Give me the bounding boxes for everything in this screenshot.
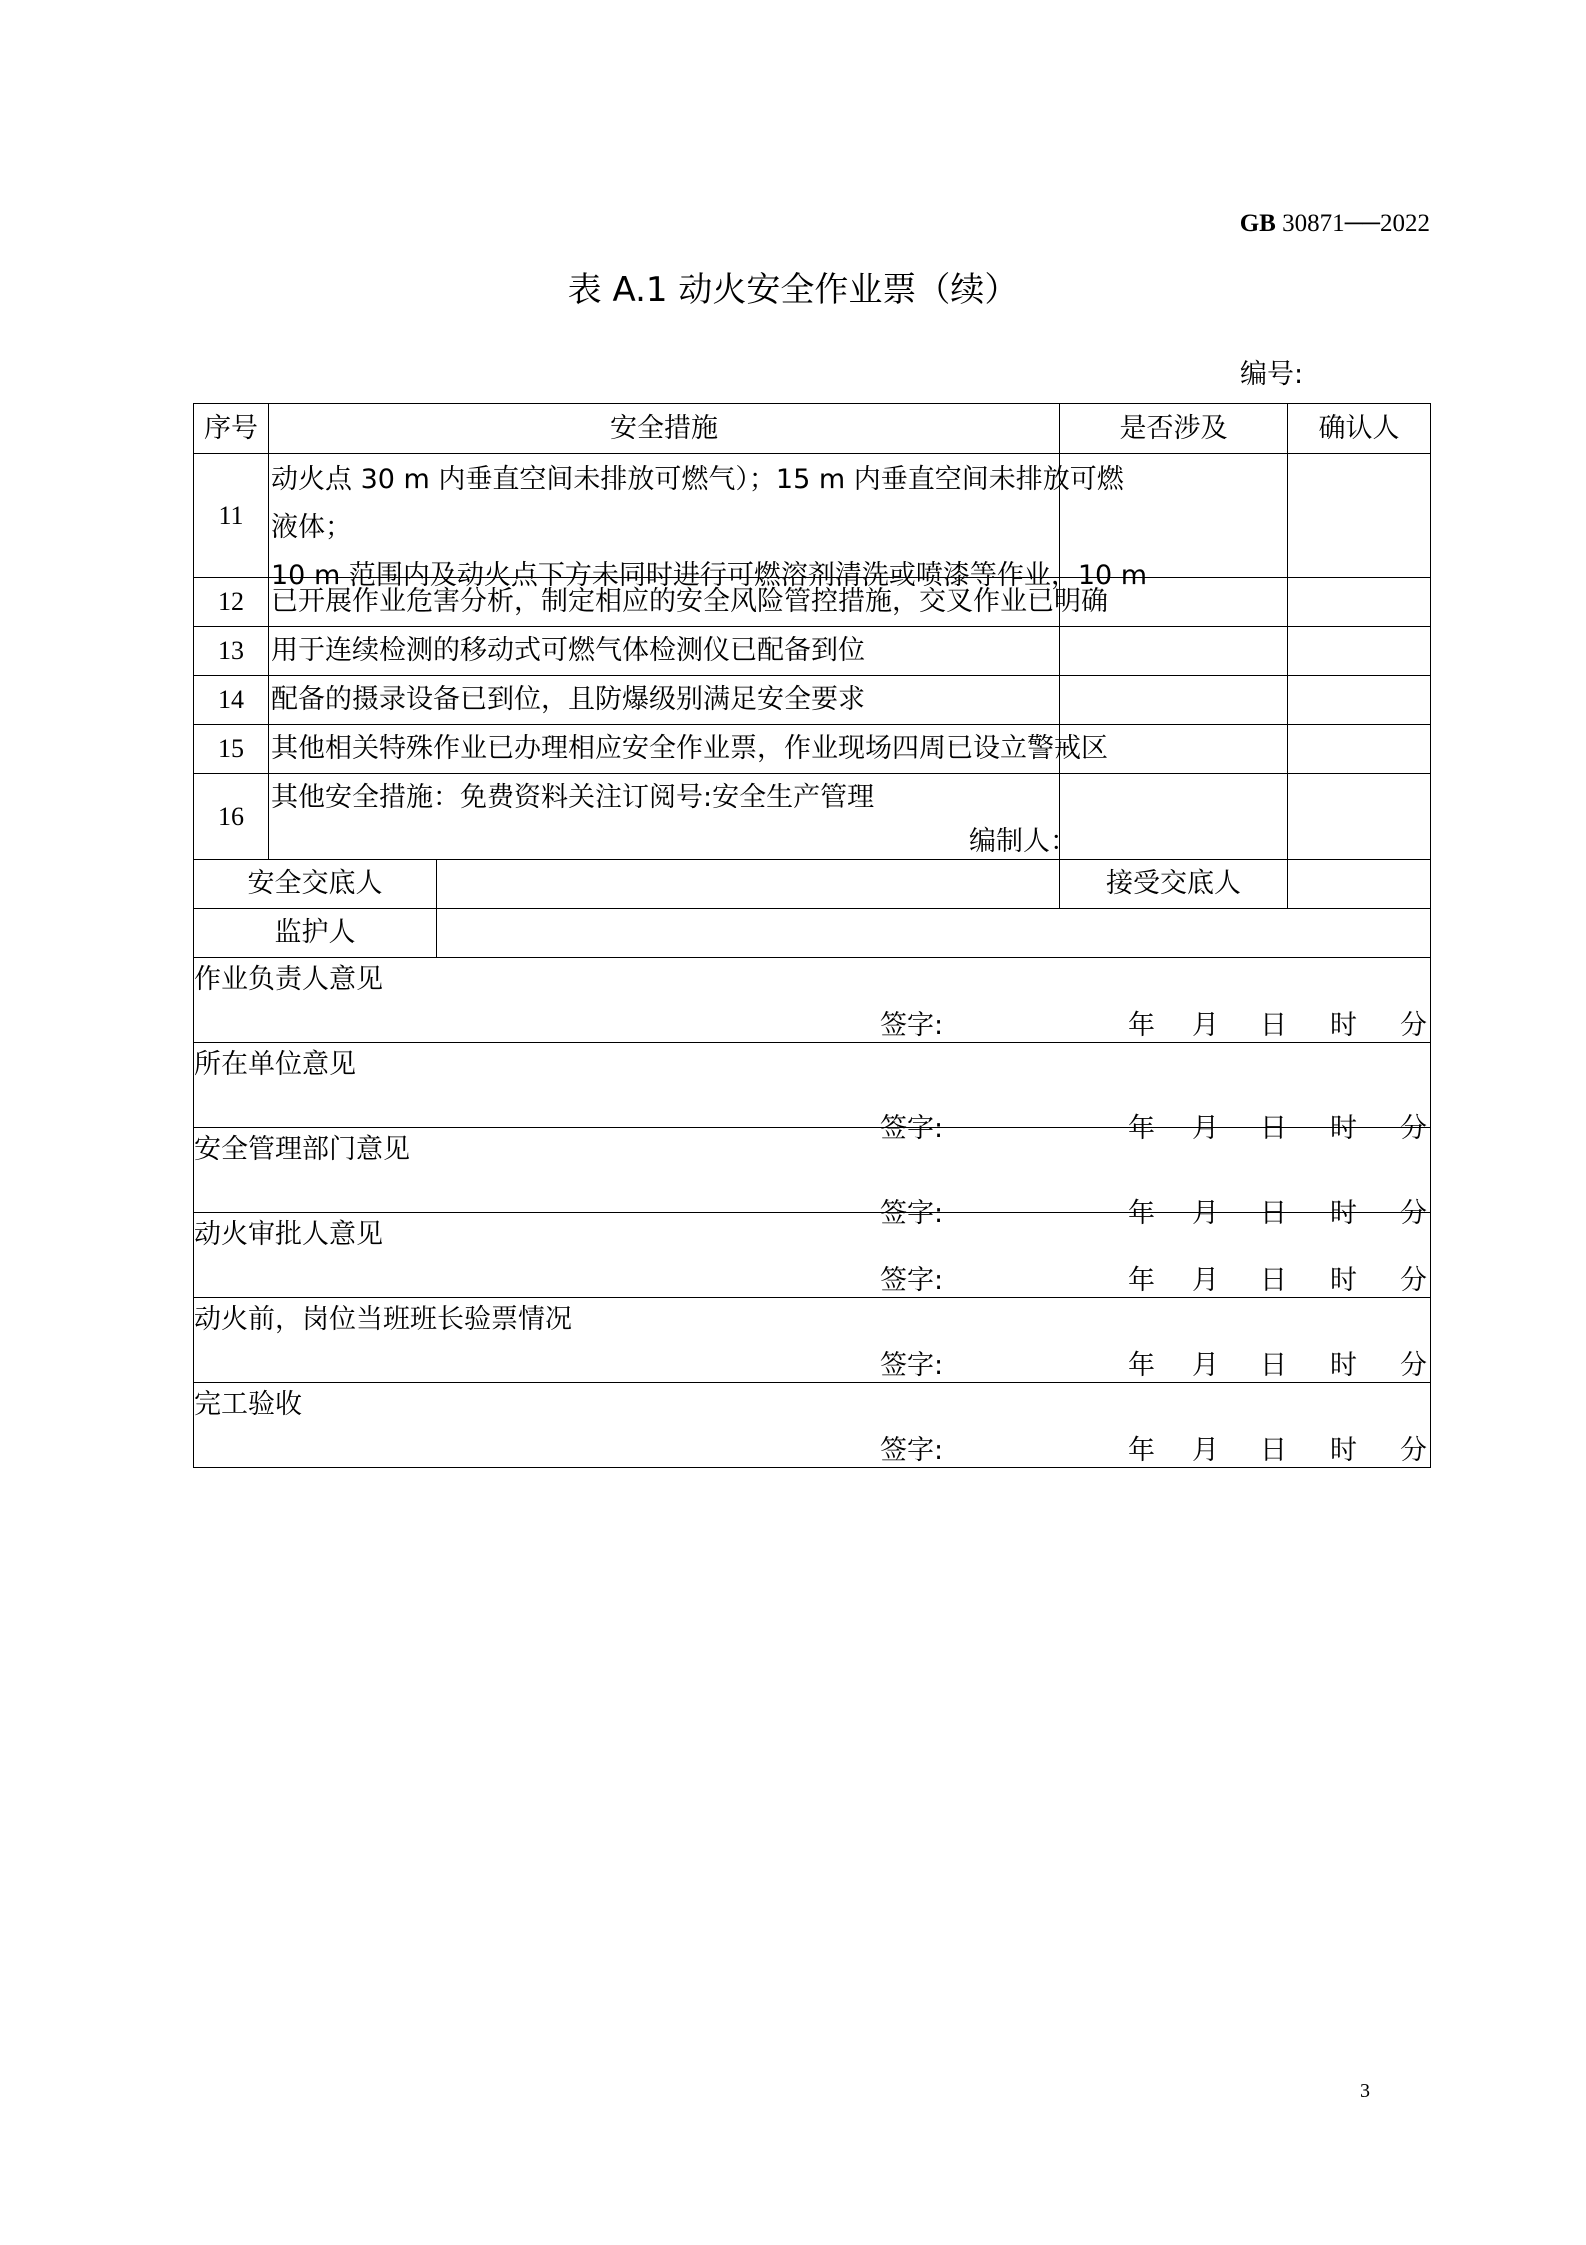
discloser-label: 安全交底人 [194,860,437,909]
day-label: 日 [1260,1265,1287,1296]
author-label: 编制人： [969,826,1077,857]
involved-cell[interactable] [1060,627,1288,676]
table-header-row [194,404,1431,454]
table-row [194,774,1431,860]
signature-label: 签字: [880,1350,944,1381]
signature-label: 签字: [880,1435,944,1466]
header-confirmer: 确认人 [1288,404,1431,454]
serial-number-label: 编号: [1240,359,1304,390]
opinion-label: 安全管理部门意见 [194,1134,410,1165]
guardian-row [194,909,1431,958]
confirmer-cell[interactable] [1288,774,1431,860]
table-row [194,627,1431,676]
month-label: 月 [1192,1113,1219,1144]
opinion-cell[interactable] [194,1298,1431,1383]
month-label: 月 [1192,1265,1219,1296]
opinion-label: 作业负责人意见 [194,964,383,995]
measure-cell: 已开展作业危害分析，制定相应的安全风险管控措施，交叉作业已明确 [269,578,1060,627]
guardian-label: 监护人 [194,909,437,958]
signature-label: 签字: [880,1113,944,1144]
month-label: 月 [1192,1198,1219,1229]
year-label: 年 [1128,1198,1155,1229]
row-number: 14 [194,676,269,725]
header-measures: 安全措施 [269,404,1060,454]
measure-line: 其他安全措施：免费资料关注订阅号:安全生产管理 [271,782,875,813]
measure-cell [269,774,1077,860]
row-number: 16 [194,774,269,860]
day-label: 日 [1260,1198,1287,1229]
opinion-row [194,958,1431,1043]
measure-cell: 其他相关特殊作业已办理相应安全作业票，作业现场四周已设立警戒区 [269,725,1060,774]
row-number: 13 [194,627,269,676]
month-label: 月 [1192,1435,1219,1466]
minute-label: 分 [1400,1010,1427,1041]
opinion-cell[interactable] [194,1043,1431,1144]
opinion-label: 所在单位意见 [194,1049,356,1080]
discloser-field[interactable] [437,860,1060,909]
header-no: 序号 [194,404,269,454]
month-label: 月 [1192,1010,1219,1041]
minute-label: 分 [1400,1198,1427,1229]
table-row [194,676,1431,725]
page-title: 表 A.1 动火安全作业票（续） [567,270,1019,310]
measure-cell: 用于连续检测的移动式可燃气体检测仪已配备到位 [269,627,1060,676]
hour-label: 时 [1330,1350,1357,1381]
measure-cell [269,454,1148,591]
opinion-cell[interactable] [194,1213,1431,1298]
confirmer-cell[interactable] [1288,454,1431,578]
hour-label: 时 [1330,1113,1357,1144]
page-number: 3 [1360,2080,1370,2102]
guardian-field[interactable] [437,909,1431,958]
table-row [194,725,1431,774]
opinion-label: 完工验收 [194,1389,302,1420]
table-row [194,578,1431,627]
day-label: 日 [1260,1010,1287,1041]
opinion-cell[interactable] [194,1128,1431,1229]
measure-line: 10 m 范围内及动火点下方未同时进行可燃溶剂清洗或喷漆等作业，10 m [271,559,1148,591]
signature-label: 签字: [880,1198,944,1229]
year-label: 年 [1128,1350,1155,1381]
year-label: 年 [1128,1010,1155,1041]
confirmer-cell[interactable] [1288,725,1431,774]
opinion-row [194,1298,1431,1383]
minute-label: 分 [1400,1350,1427,1381]
opinion-row [194,1043,1431,1128]
signature-label: 签字: [880,1265,944,1296]
year-label: 年 [1128,1113,1155,1144]
opinion-row [194,1128,1431,1213]
table-row [194,454,1431,578]
row-number: 11 [194,454,269,578]
header-involved: 是否涉及 [1060,404,1288,454]
confirmer-cell[interactable] [1288,676,1431,725]
month-label: 月 [1192,1350,1219,1381]
opinion-row [194,1213,1431,1298]
opinion-label: 动火前，岗位当班班长验票情况 [194,1304,572,1335]
hour-label: 时 [1330,1010,1357,1041]
opinion-cell[interactable] [194,1383,1431,1468]
day-label: 日 [1260,1435,1287,1466]
minute-label: 分 [1400,1113,1427,1144]
receiver-label: 接受交底人 [1060,860,1288,909]
row-number: 12 [194,578,269,627]
confirmer-cell[interactable] [1288,627,1431,676]
handover-row [194,860,1431,909]
confirmer-cell[interactable] [1288,578,1431,627]
day-label: 日 [1260,1350,1287,1381]
measure-cell: 配备的摄录设备已到位，且防爆级别满足安全要求 [269,676,1060,725]
year-label: 年 [1128,1435,1155,1466]
opinion-row [194,1383,1431,1468]
permit-table [193,403,1431,1468]
receiver-field[interactable] [1288,860,1431,909]
involved-cell[interactable] [1060,774,1288,860]
involved-cell[interactable] [1060,676,1288,725]
standard-number: GB 30871──2022 [1239,210,1430,237]
hour-label: 时 [1330,1198,1357,1229]
minute-label: 分 [1400,1435,1427,1466]
day-label: 日 [1260,1113,1287,1144]
opinion-cell[interactable] [194,958,1431,1043]
measure-line: 动火点 30 m 内垂直空间未排放可燃气）；15 m 内垂直空间未排放可燃 [271,463,1124,495]
opinion-label: 动火审批人意见 [194,1219,383,1250]
measure-line: 液体； [271,511,352,543]
hour-label: 时 [1330,1265,1357,1296]
minute-label: 分 [1400,1265,1427,1296]
year-label: 年 [1128,1265,1155,1296]
row-number: 15 [194,725,269,774]
signature-label: 签字: [880,1010,944,1041]
hour-label: 时 [1330,1435,1357,1466]
